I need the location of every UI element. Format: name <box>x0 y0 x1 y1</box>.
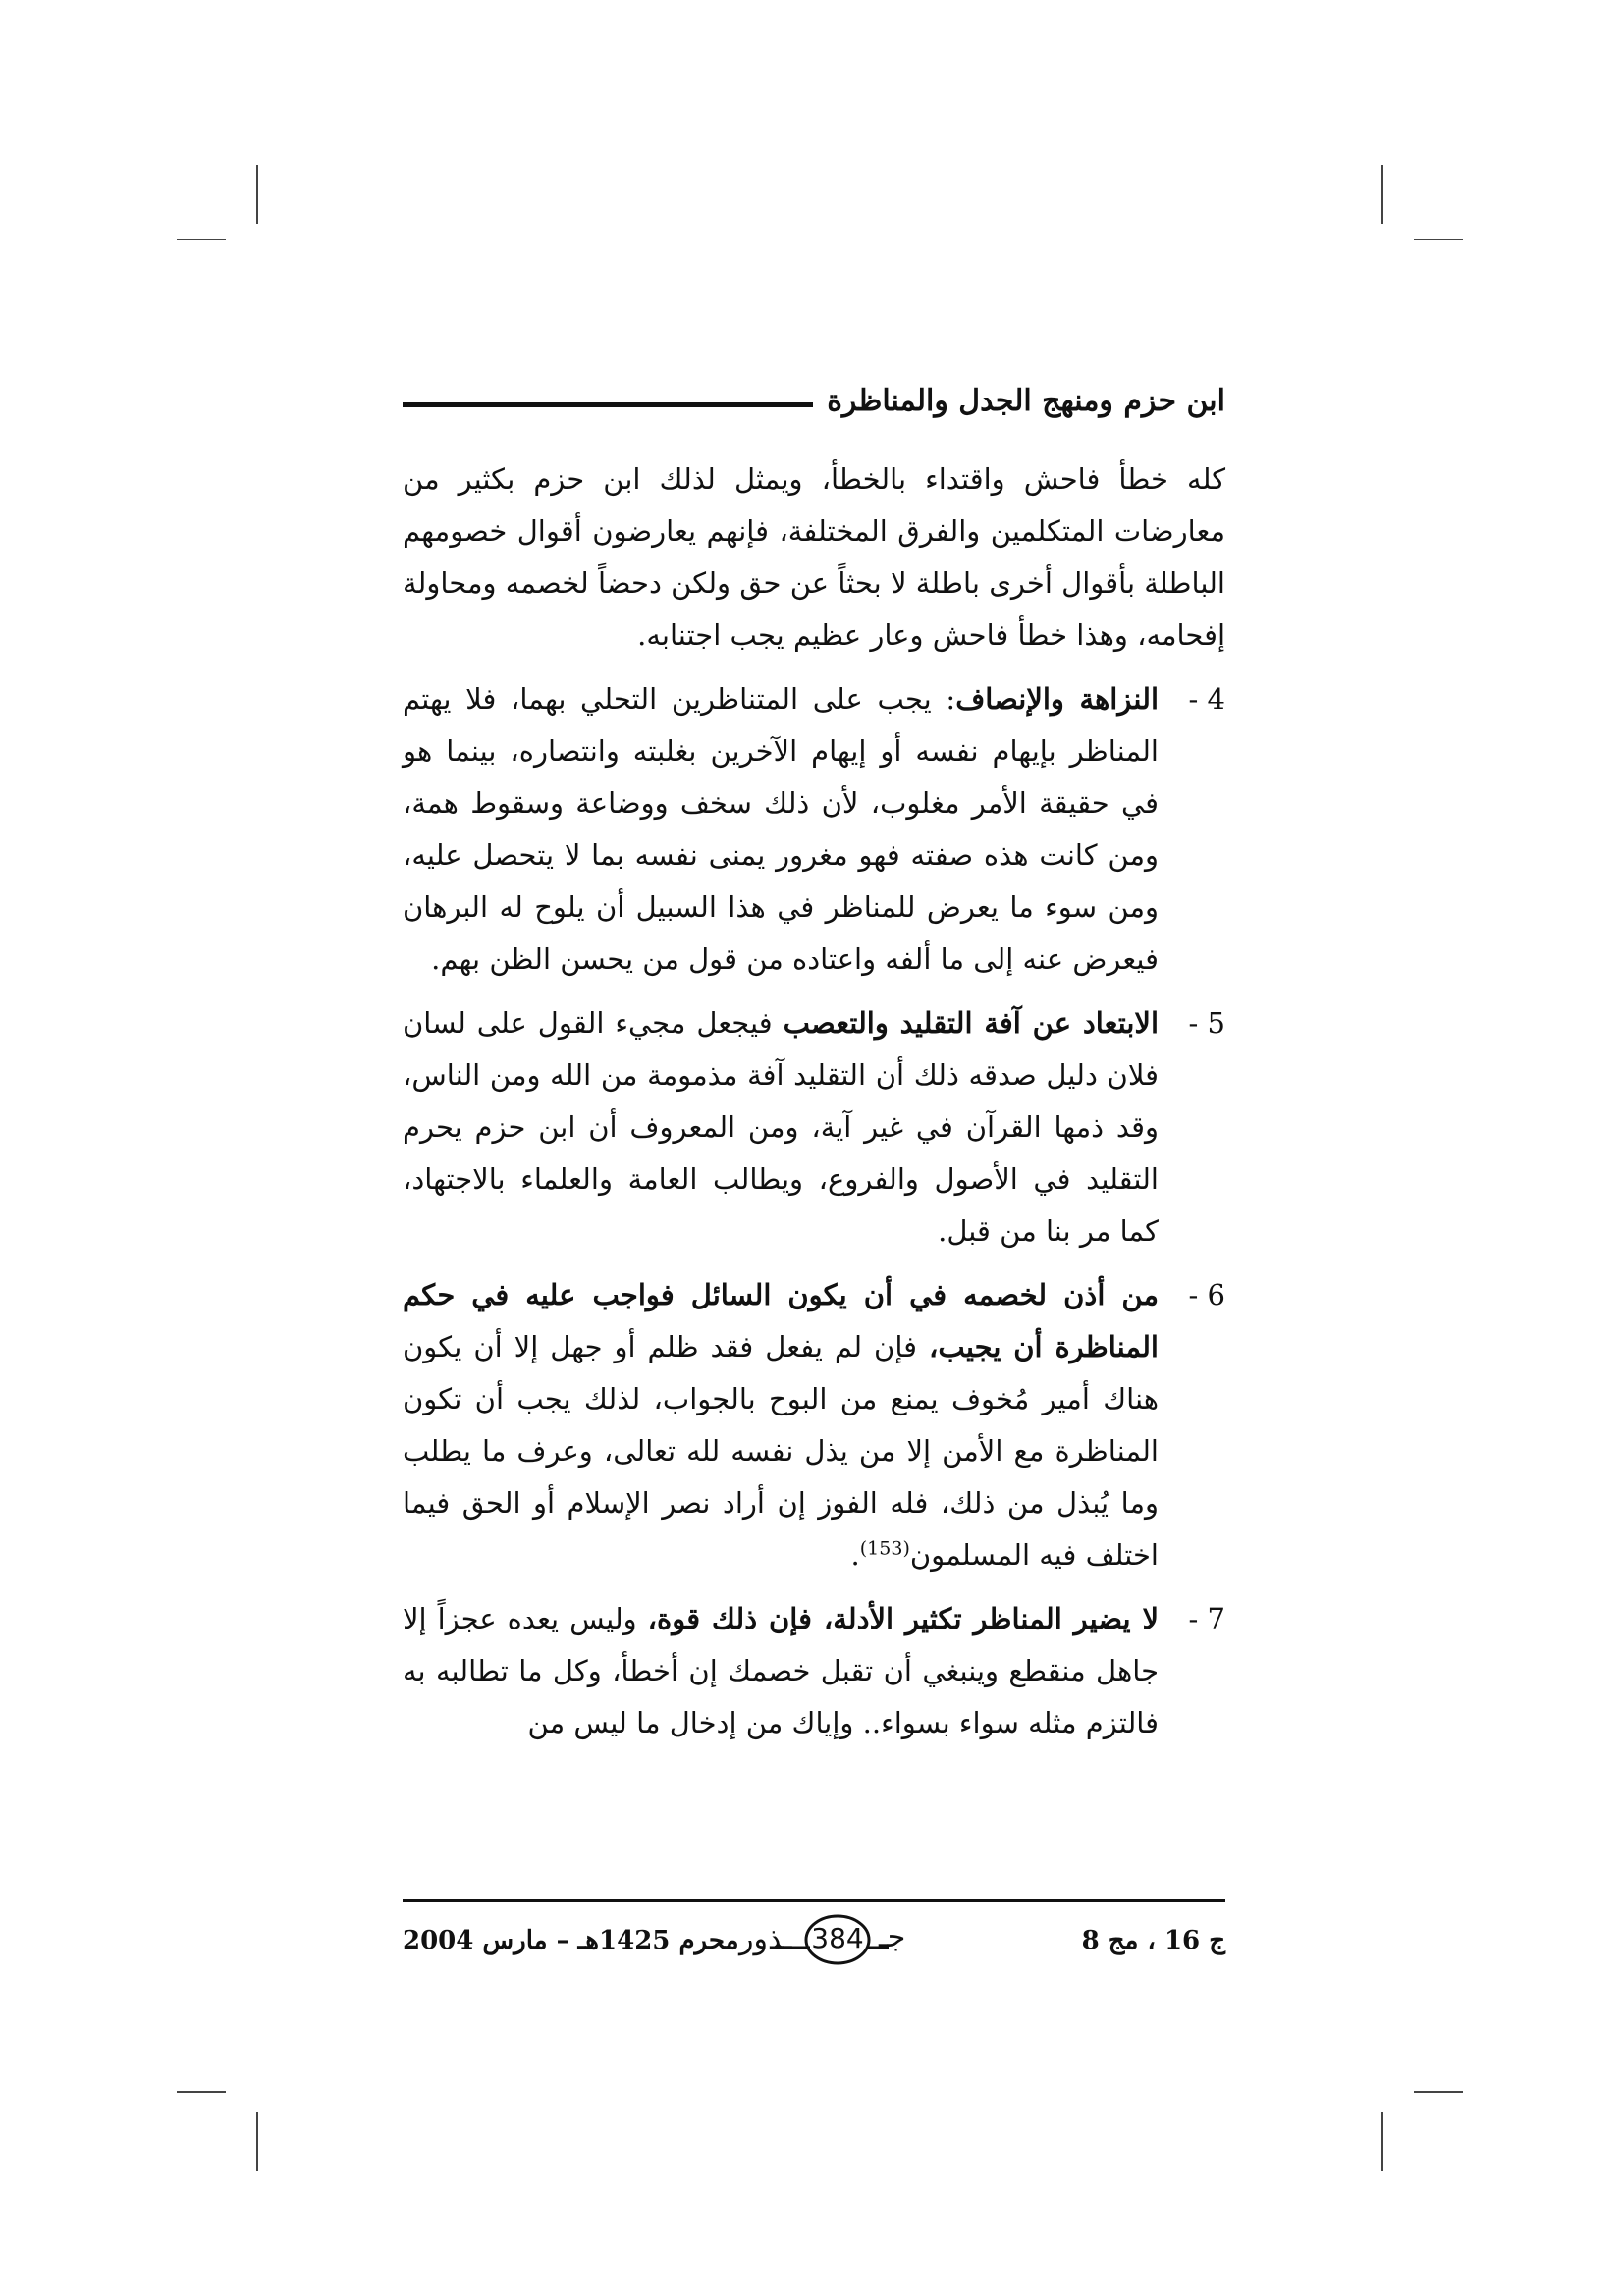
crop-mark <box>1414 2091 1463 2093</box>
crop-mark <box>1381 165 1383 224</box>
footer <box>403 1899 1225 1981</box>
list-item <box>403 1593 1225 1749</box>
body-text <box>403 454 1225 1761</box>
running-head <box>403 373 1225 428</box>
running-head-title: ابن حزم ومنهج الجدل والمناظرة <box>827 383 1225 418</box>
footnote-ref[interactable]: (153) <box>859 1537 910 1560</box>
item-text: وليس يعده عجزاً إلا جاهل منقطع وينبغي أن تقبل خصمك إن أخطأ، وكل ما تطالبه به فالتزم مثله سواء بسواء.. وإياك من إدخال ما ليس من <box>403 1602 1159 1739</box>
item-heading: من أذن لخصمه في أن يكون السائل فواجب عليه في حكم المناظرة أن يجيب، <box>403 1278 1159 1363</box>
item-number: 5 - <box>1188 1006 1225 1040</box>
page <box>403 373 1225 2002</box>
journal-name-right: جـ <box>879 1920 906 1954</box>
list-item <box>403 1269 1225 1581</box>
item-number: 6 - <box>1188 1278 1225 1311</box>
item-heading: الابتعاد عن آفة التقليد والتعصب <box>783 1006 1160 1040</box>
item-heading: النزاهة والإنصاف <box>955 682 1160 716</box>
page-number: 384 <box>811 1922 864 1954</box>
list-item <box>403 673 1225 986</box>
journal-logo <box>731 1908 928 1971</box>
item-number: 7 - <box>1188 1602 1225 1635</box>
item-number: 4 - <box>1188 682 1225 716</box>
crop-mark <box>1414 239 1463 240</box>
item-text: : يجب على المتناظرين التحلي بهما، فلا يهتم المناظر بإيهام نفسه أو إيهام الآخرين بغلبته وانتصاره، بينما هو في حقيقة الأمر مغلوب، لأن ذلك سخف ووضاعة وسقوط همة، ومن كانت هذه صفته فهو مغرور يمنى نفسه بما لا يتحصل عليه، ومن سوء ما يعرض للمناظر في هذا السبيل أن يلوح له البرهان فيعرض عنه إلى ما ألفه واعتاده من قول من يحسن الظن بهم. <box>403 682 1159 976</box>
issue-info: ج 16 ، مج 8 <box>1081 1926 1225 1955</box>
intro-paragraph: كله خطأ فاحش واقتداء بالخطأ، ويمثل لذلك ابن حزم بكثير من معارضات المتكلمين والفرق المختلفة، فإنهم يعارضون أقوال خصومهم الباطلة بأقوال أخرى باطلة لا بحثاً عن حق ولكن دحضاً لخصمه ومحاولة إفحامه، وهذا خطأ فاحش وعار عظيم يجب اجتنابه. <box>403 462 1225 652</box>
list-item <box>403 997 1225 1257</box>
crop-mark <box>1381 2112 1383 2171</box>
issue-date: محرم 1425هـ – مارس 2004 <box>403 1926 739 1955</box>
journal-name-left: ـذور <box>739 1922 792 1956</box>
crop-mark <box>256 165 258 224</box>
header-rule <box>403 402 813 407</box>
item-text: فإن لم يفعل فقد ظلم أو جهل إلا أن يكون هناك أمير مُخوف يمنع من البوح بالجواب، لذلك يجب أن تكون المناظرة مع الأمن إلا من يذل نفسه لله تعالى، وعرف ما يطلب وما يُبذل من ذلك، فله الفوز إن أراد نصر الإسلام أو الحق فيما اختلف فيه المسلمون <box>403 1330 1159 1572</box>
item-heading: لا يضير المناظر تكثير الأدلة، فإن ذلك قوة، <box>647 1602 1159 1635</box>
crop-mark <box>256 2112 258 2171</box>
crop-mark <box>177 239 226 240</box>
crop-mark <box>177 2091 226 2093</box>
item-tail: . <box>850 1538 860 1572</box>
item-text: فيجعل مجيء القول على لسان فلان دليل صدقه ذلك أن التقليد آفة مذمومة من الله ومن الناس، وقد ذمها القرآن في غير آية، ومن المعروف أن ابن حزم يحرم التقليد في الأصول والفروع، ويطالب العامة والعلماء بالاجتهاد، كما مر بنا من قبل. <box>403 1006 1159 1248</box>
